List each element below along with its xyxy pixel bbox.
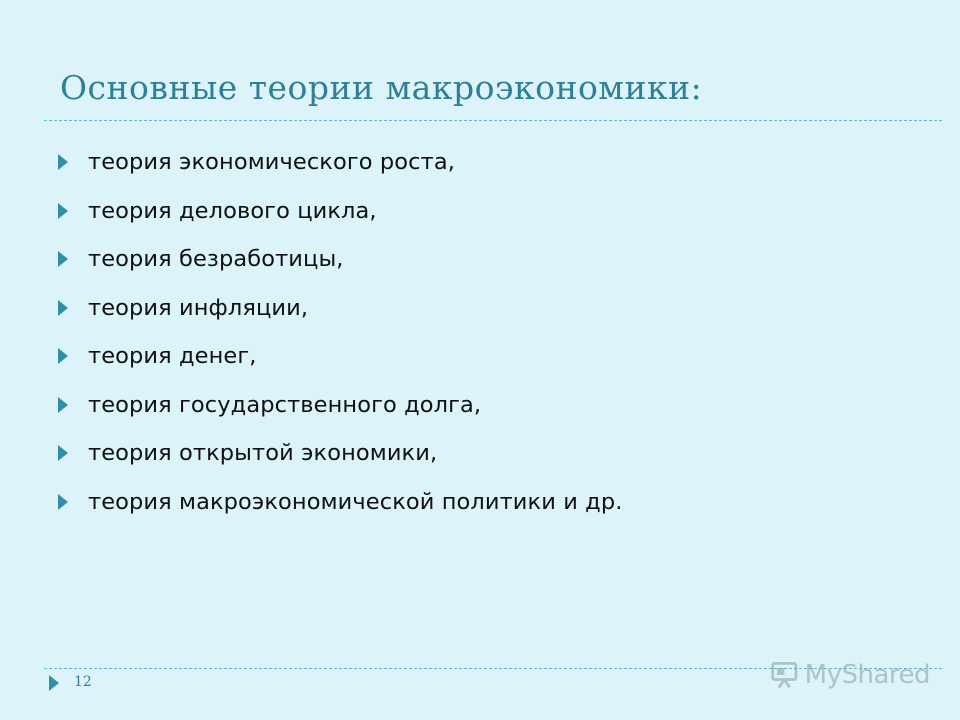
slide-title: Основные теории макроэкономики:: [60, 68, 703, 107]
title-divider: [44, 120, 942, 121]
bullet-text: теория инфляции,: [88, 294, 309, 321]
page-number: 12: [74, 674, 92, 690]
presentation-icon: [770, 659, 799, 691]
bullet-item: [56, 138, 622, 187]
bullet-text: теория макроэкономической политики и др.: [88, 488, 623, 515]
bullet-text: теория государственного долга,: [88, 391, 482, 418]
bullet-list: [56, 138, 622, 526]
triangle-right-icon: [56, 346, 70, 366]
bullet-item: [56, 332, 622, 381]
triangle-right-icon: [56, 443, 70, 463]
bullet-text: теория открытой экономики,: [88, 440, 438, 467]
watermark-text: MyShared: [804, 660, 930, 690]
bullet-item: [56, 429, 622, 478]
bullet-item: [56, 187, 622, 236]
bullet-text: теория денег,: [88, 343, 257, 370]
bullet-text: теория делового цикла,: [88, 197, 377, 224]
bullet-text: теория безработицы,: [88, 246, 344, 273]
triangle-right-icon: [56, 298, 70, 318]
watermark-logo: [770, 657, 930, 693]
bullet-item: [56, 381, 622, 430]
triangle-right-icon: [56, 201, 70, 221]
triangle-right-icon: [56, 152, 70, 172]
bullet-item: [56, 478, 622, 527]
footer-marker-icon: [48, 674, 60, 692]
triangle-right-icon: [56, 249, 70, 269]
bullet-item: [56, 284, 622, 333]
triangle-right-icon: [56, 395, 70, 415]
bullet-text: теория экономического роста,: [88, 149, 455, 176]
bullet-item: [56, 235, 622, 284]
triangle-right-icon: [56, 492, 70, 512]
